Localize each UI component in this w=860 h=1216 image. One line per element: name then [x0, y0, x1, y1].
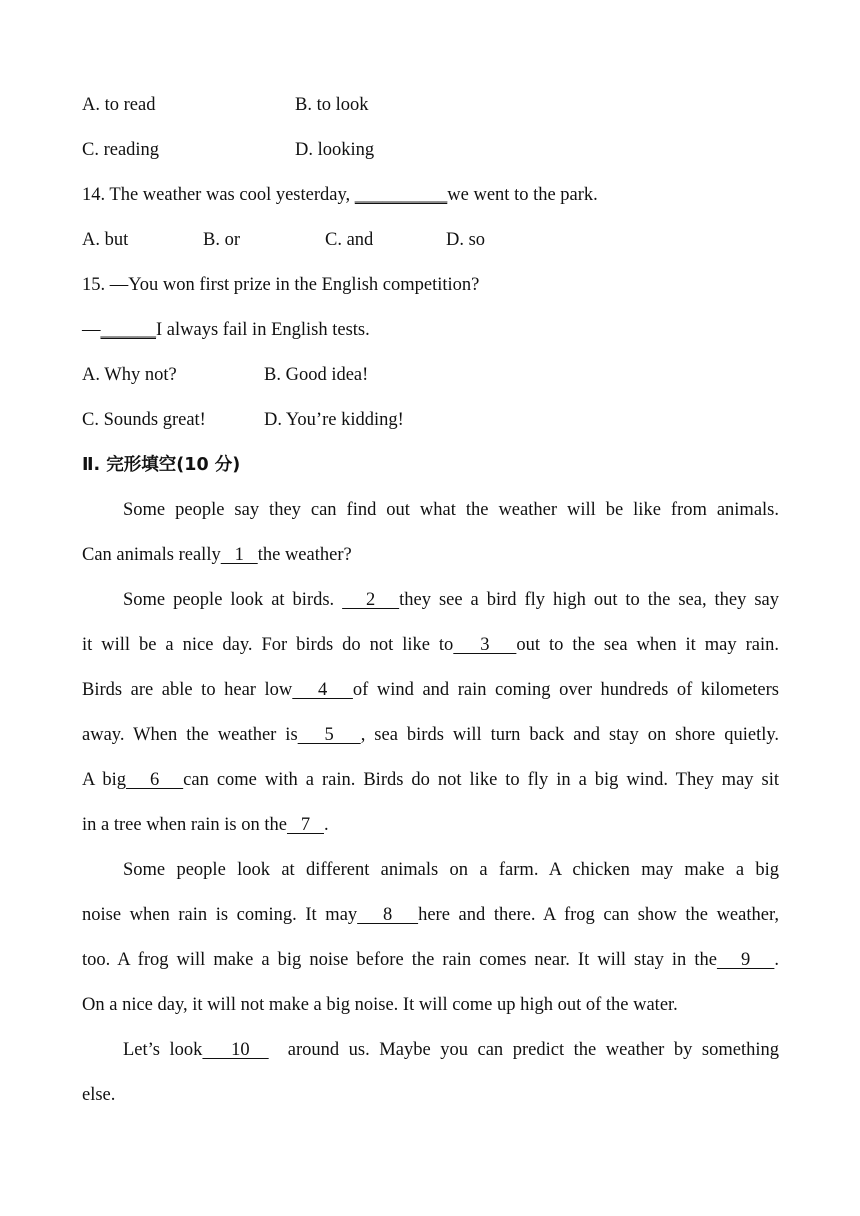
- text-run: away. When the weather is: [82, 725, 298, 745]
- text-run: here and there. A frog can show the weather,: [418, 905, 780, 925]
- text-run: too. A frog will make a big noise before the rain comes near. It will stay in the: [82, 950, 717, 970]
- blank-5: 5: [297, 725, 361, 745]
- passage-p2-line2: [82, 633, 779, 657]
- text-run: .: [323, 815, 329, 835]
- passage-p2-line6: [82, 813, 329, 837]
- section-heading: Ⅱ. 完形填空(10 分): [82, 455, 241, 475]
- text-run: Can animals really: [82, 545, 221, 565]
- passage-p3-line3: [82, 948, 779, 972]
- passage-p4-line1: [123, 1038, 779, 1062]
- q13-option-b: B. to look: [295, 95, 369, 115]
- passage-p2-line1: [123, 588, 779, 612]
- text-run: Some people look at birds.: [123, 590, 343, 610]
- q14-option-b: B. or: [203, 230, 240, 250]
- blank-10: 10: [202, 1040, 269, 1060]
- q13-option-d: D. looking: [295, 140, 375, 160]
- blank-8: 8: [357, 905, 419, 925]
- text-run: around us. Maybe you can predict the weather by something: [268, 1040, 779, 1060]
- q14-stem-before: 14. The weather was cool yesterday,: [82, 185, 355, 205]
- q14-option-a: A. but: [82, 230, 129, 250]
- text-run: A big: [82, 770, 126, 790]
- q13-option-c: C. reading: [82, 140, 160, 160]
- q15-option-c: C. Sounds great!: [82, 410, 206, 430]
- text-run: noise when rain is coming. It may: [82, 905, 358, 925]
- passage-p3-line2: [82, 903, 779, 927]
- q13-option-a: A. to read: [82, 95, 156, 115]
- text-run: Let’s look: [123, 1040, 203, 1060]
- text-run: .: [774, 950, 780, 970]
- text-run: of wind and rain coming over hundreds of kilometers: [352, 680, 779, 700]
- passage-p2-line3: [82, 678, 779, 702]
- q14-stem-after: we went to the park.: [447, 185, 598, 205]
- q15-option-a: A. Why not?: [82, 365, 177, 385]
- q15-reply-text: I always fail in English tests.: [156, 320, 370, 340]
- q14-stem: [82, 183, 598, 207]
- passage-p1-line2: [82, 543, 352, 567]
- q15-stem: 15. —You won first prize in the English competition?: [82, 275, 480, 295]
- blank-3: 3: [453, 635, 517, 655]
- blank-6: 6: [125, 770, 184, 790]
- q14-option-c: C. and: [325, 230, 374, 250]
- q15-reply-dash: —: [82, 320, 101, 340]
- q14-option-d: D. so: [446, 230, 486, 250]
- q15-option-b: B. Good idea!: [264, 365, 369, 385]
- q14-blank: __________: [354, 185, 448, 205]
- blank-7: 7: [286, 815, 324, 835]
- passage-p4-line2: else.: [82, 1085, 116, 1105]
- passage-p2-line5: [82, 768, 779, 792]
- text-run: out to the sea when it may rain.: [516, 635, 779, 655]
- text-run: it will be a nice day. For birds do not like to: [82, 635, 454, 655]
- passage-p3-line4: On a nice day, it will not make a big noise. It will come up high out of the water.: [82, 995, 678, 1015]
- passage-p1-line1: Some people say they can find out what the weather will be like from animals.: [123, 500, 779, 520]
- text-run: in a tree when rain is on the: [82, 815, 287, 835]
- text-run: can come with a rain. Birds do not like to fly in a big wind. They may sit: [183, 770, 780, 790]
- text-run: Birds are able to hear low: [82, 680, 293, 700]
- blank-4: 4: [292, 680, 353, 700]
- blank-2: 2: [342, 590, 400, 610]
- passage-p3-line1: Some people look at different animals on a farm. A chicken may make a big: [123, 860, 779, 880]
- text-run: they see a bird fly high out to the sea, they say: [399, 590, 780, 610]
- passage-p2-line4: [82, 723, 779, 747]
- q15-reply: [82, 318, 370, 342]
- text-run: , sea birds will turn back and stay on shore quietly.: [360, 725, 780, 745]
- q15-reply-blank: ______: [100, 320, 156, 340]
- blank-9: 9: [716, 950, 775, 970]
- blank-1: 1: [220, 545, 258, 565]
- text-run: the weather?: [257, 545, 352, 565]
- q15-option-d: D. You’re kidding!: [264, 410, 404, 430]
